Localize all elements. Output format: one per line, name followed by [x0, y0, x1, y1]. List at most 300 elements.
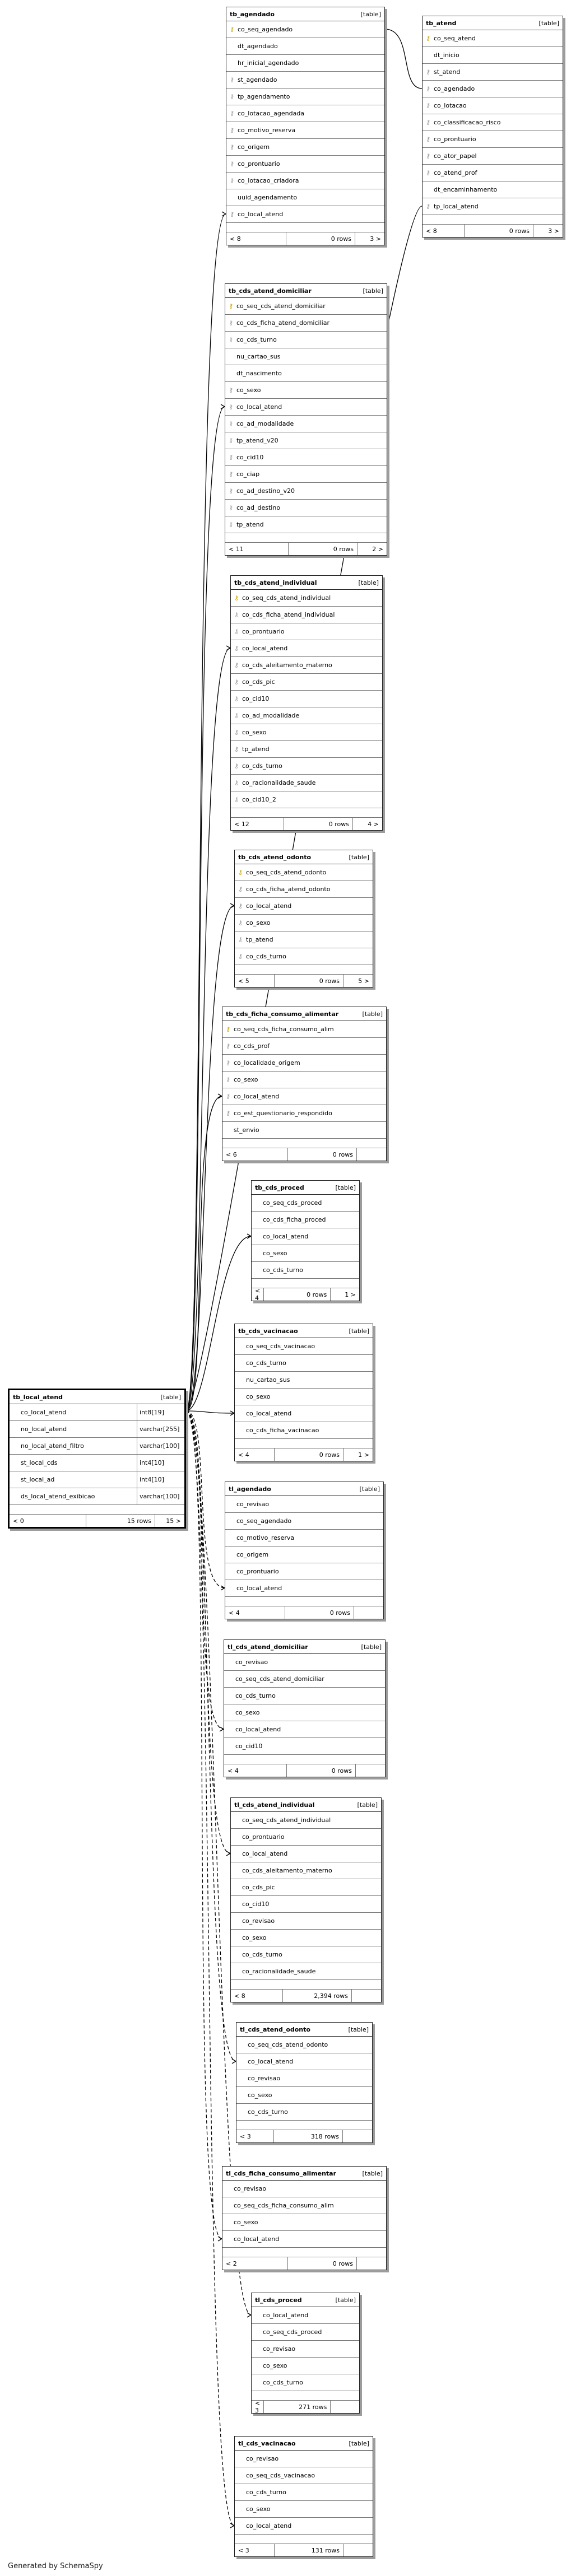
- column-name: co_sexo: [246, 2505, 271, 2513]
- column-row[interactable]: [231, 590, 382, 607]
- table-tb-cds-vacinacao[interactable]: [234, 1324, 373, 1461]
- relationship-arrow: [232, 2059, 236, 2063]
- column-name: co_cds_turno: [242, 762, 282, 770]
- parents-count[interactable]: < 2: [222, 2257, 288, 2270]
- table-spacer: [236, 2121, 372, 2130]
- table-kind-label: [table]: [361, 1643, 382, 1651]
- column-row[interactable]: [222, 1021, 386, 1038]
- column-row[interactable]: [235, 931, 373, 948]
- table-tl-cds-ficha-consumo-alimentar[interactable]: [222, 2166, 387, 2270]
- column-row[interactable]: [423, 97, 563, 114]
- column-row[interactable]: [231, 1930, 381, 1946]
- column-name: co_cds_turno: [235, 1692, 276, 1699]
- children-count[interactable]: [331, 2401, 359, 2413]
- column-row[interactable]: [236, 2053, 372, 2070]
- table-spacer: [224, 1755, 385, 1764]
- column-row[interactable]: [235, 1422, 373, 1439]
- table-name[interactable]: tb_agendado: [230, 10, 275, 18]
- column-name: co_cds_turno: [246, 1359, 286, 1367]
- table-footer: [225, 543, 387, 555]
- table-kind-label: [table]: [335, 2296, 356, 2304]
- column-name: co_racionalidade_saude: [242, 1968, 316, 1975]
- column-name: co_seq_cds_atend_odonto: [246, 869, 327, 876]
- children-count[interactable]: [343, 2130, 372, 2142]
- table-footer: [235, 975, 373, 987]
- column-row[interactable]: [235, 2451, 373, 2467]
- row-count: 2,394 rows: [283, 1990, 352, 2002]
- table-header: [231, 1798, 381, 1812]
- table-name[interactable]: tb_cds_vacinacao: [238, 1327, 298, 1335]
- row-count: 0 rows: [285, 1606, 354, 1619]
- column-name: co_seq_cds_atend_individual: [242, 1816, 331, 1824]
- column-row[interactable]: [222, 1105, 386, 1122]
- table-tl-agendado[interactable]: [225, 1482, 384, 1619]
- column-row[interactable]: [252, 2374, 359, 2391]
- table-name[interactable]: tb_cds_atend_domiciliar: [229, 287, 312, 295]
- column-row[interactable]: [226, 21, 384, 38]
- column-row[interactable]: [10, 1404, 184, 1421]
- column-name: co_motivo_reserva: [238, 127, 296, 134]
- column-row[interactable]: [252, 1195, 359, 1212]
- column-row[interactable]: [231, 724, 382, 741]
- parents-count[interactable]: < 8: [423, 225, 465, 237]
- table-name[interactable]: tb_cds_ficha_consumo_alimentar: [226, 1010, 339, 1018]
- foreign-key-icon: ⚷: [226, 1076, 231, 1083]
- column-row[interactable]: [252, 1212, 359, 1228]
- foreign-key-icon: ⚷: [230, 76, 235, 83]
- children-count[interactable]: 1 >: [345, 1291, 356, 1298]
- column-name: co_cds_turno: [263, 1266, 303, 1274]
- children-count[interactable]: 5 >: [358, 977, 369, 985]
- generated-by-label: Generated by SchemaSpy: [8, 2562, 103, 2570]
- foreign-key-icon: ⚷: [230, 160, 235, 167]
- column-row[interactable]: [225, 449, 387, 466]
- table-name[interactable]: tb_cds_proced: [255, 1184, 304, 1191]
- column-name: dt_agendado: [238, 43, 278, 50]
- column-row[interactable]: [231, 623, 382, 640]
- column-name: dt_encaminhamento: [434, 186, 498, 193]
- column-row[interactable]: [231, 758, 382, 775]
- column-row[interactable]: [224, 1721, 385, 1738]
- column-row[interactable]: [235, 864, 373, 881]
- column-name: co_cds_pic: [242, 678, 275, 686]
- column-row[interactable]: [226, 88, 384, 105]
- parents-count[interactable]: < 4: [252, 1288, 264, 1301]
- table-spacer: [235, 965, 373, 975]
- table-spacer: [235, 1439, 373, 1448]
- column-row[interactable]: [423, 81, 563, 97]
- foreign-key-icon: ⚷: [426, 136, 431, 143]
- foreign-key-icon: ⚷: [234, 611, 239, 618]
- column-row[interactable]: [231, 775, 382, 791]
- column-row[interactable]: [423, 198, 563, 215]
- children-count[interactable]: 2 >: [372, 545, 383, 553]
- column-row[interactable]: [423, 114, 563, 131]
- column-name: co_prontuario: [242, 1833, 285, 1841]
- column-name: tp_atend: [242, 746, 270, 753]
- column-row[interactable]: [222, 1055, 386, 1072]
- column-row[interactable]: [236, 2104, 372, 2121]
- column-row[interactable]: [224, 1738, 385, 1755]
- key-icon: ⚷: [426, 35, 431, 42]
- column-name: st_local_ad: [21, 1476, 55, 1483]
- foreign-key-icon: ⚷: [238, 953, 243, 960]
- column-name: co_revisao: [235, 1659, 268, 1666]
- column-row[interactable]: [10, 1471, 184, 1488]
- column-row[interactable]: [226, 173, 384, 189]
- column-row[interactable]: [225, 483, 387, 500]
- parents-count[interactable]: < 11: [225, 543, 289, 555]
- column-row[interactable]: [225, 466, 387, 483]
- table-header: [235, 850, 373, 864]
- column-name: co_localidade_origem: [234, 1059, 300, 1066]
- column-row[interactable]: [235, 1372, 373, 1389]
- column-type: varchar[100]: [137, 1488, 184, 1504]
- column-row[interactable]: [231, 707, 382, 724]
- column-name: co_ad_modalidade: [236, 420, 294, 427]
- parents-count[interactable]: < 4: [225, 1606, 285, 1619]
- column-row[interactable]: [231, 1879, 381, 1896]
- foreign-key-icon: ⚷: [230, 177, 235, 184]
- column-row[interactable]: [235, 2484, 373, 2501]
- relationship-arrow: [247, 1234, 251, 1238]
- column-row[interactable]: [224, 1704, 385, 1721]
- table-tb-agendado[interactable]: [226, 7, 385, 245]
- parents-count[interactable]: < 4: [235, 1448, 275, 1461]
- column-row[interactable]: [423, 148, 563, 165]
- column-row[interactable]: [222, 1122, 386, 1139]
- column-row[interactable]: [423, 30, 563, 47]
- column-name: co_local_atend: [236, 403, 282, 411]
- column-row[interactable]: [423, 165, 563, 181]
- column-row[interactable]: [236, 2070, 372, 2087]
- table-spacer: [222, 1139, 386, 1148]
- column-row[interactable]: [226, 72, 384, 88]
- column-name: co_prontuario: [236, 1568, 279, 1575]
- foreign-key-icon: ⚷: [234, 678, 239, 686]
- column-row[interactable]: [226, 206, 384, 223]
- column-row[interactable]: [222, 1038, 386, 1055]
- column-row[interactable]: [225, 1496, 383, 1513]
- column-row[interactable]: [231, 1913, 381, 1930]
- column-row[interactable]: [231, 674, 382, 691]
- column-row[interactable]: [231, 640, 382, 657]
- column-row[interactable]: [225, 1546, 383, 1563]
- table-tl-cds-vacinacao[interactable]: [234, 2436, 373, 2557]
- column-row[interactable]: [231, 1946, 381, 1963]
- relationship-line: [186, 1411, 224, 1729]
- relationship-line: [186, 1411, 234, 1413]
- foreign-key-icon: ⚷: [238, 902, 243, 910]
- column-row[interactable]: [231, 1862, 381, 1879]
- column-row[interactable]: [252, 1245, 359, 1262]
- table-tb-cds-ficha-consumo-alimentar[interactable]: [222, 1007, 387, 1161]
- column-name: co_cid10_2: [242, 796, 276, 803]
- column-name: co_seq_cds_atend_domiciliar: [236, 302, 326, 310]
- column-row[interactable]: [252, 2341, 359, 2358]
- column-row[interactable]: [226, 105, 384, 122]
- column-name: co_local_atend: [234, 2235, 280, 2243]
- column-row[interactable]: [10, 1455, 184, 1471]
- column-row[interactable]: [225, 432, 387, 449]
- table-spacer: [226, 223, 384, 232]
- foreign-key-icon: ⚷: [226, 1110, 231, 1117]
- column-type: varchar[255]: [137, 1421, 184, 1437]
- column-row[interactable]: [235, 898, 373, 915]
- table-name[interactable]: tl_cds_proced: [255, 2296, 302, 2304]
- column-row[interactable]: [225, 1563, 383, 1580]
- column-name: co_cds_turno: [246, 953, 286, 960]
- row-count: 0 rows: [286, 232, 355, 245]
- column-name: co_sexo: [236, 386, 261, 394]
- column-row[interactable]: [235, 1389, 373, 1405]
- table-name[interactable]: tl_cds_atend_odonto: [240, 2025, 310, 2033]
- column-name: co_ator_papel: [434, 152, 477, 160]
- parents-count[interactable]: < 4: [224, 1764, 287, 1777]
- column-name: tp_agendamento: [238, 93, 290, 100]
- table-tb-cds-atend-individual[interactable]: [230, 575, 383, 831]
- column-row[interactable]: [225, 416, 387, 432]
- column-row[interactable]: [226, 189, 384, 206]
- column-row[interactable]: [231, 607, 382, 623]
- table-name[interactable]: tb_cds_atend_odonto: [238, 853, 312, 861]
- table-name[interactable]: tl_agendado: [229, 1485, 271, 1493]
- parents-count[interactable]: < 5: [235, 975, 275, 987]
- column-name: co_seq_agendado: [236, 1517, 292, 1525]
- column-row[interactable]: [252, 2324, 359, 2341]
- children-count[interactable]: 4 >: [368, 820, 379, 828]
- column-row[interactable]: [231, 1846, 381, 1862]
- column-row[interactable]: [225, 1513, 383, 1530]
- table-name[interactable]: tb_atend: [426, 19, 457, 27]
- foreign-key-icon: ⚷: [226, 1093, 231, 1100]
- column-type: varchar[100]: [137, 1438, 184, 1454]
- column-row[interactable]: [231, 691, 382, 707]
- column-row[interactable]: [235, 915, 373, 931]
- parents-count[interactable]: < 3: [235, 2544, 275, 2556]
- column-name: co_ad_modalidade: [242, 712, 300, 719]
- column-row[interactable]: [235, 1405, 373, 1422]
- table-header: [235, 2437, 373, 2451]
- column-row[interactable]: [226, 38, 384, 55]
- column-name: co_sexo: [235, 1709, 260, 1716]
- column-row[interactable]: [225, 399, 387, 416]
- column-row[interactable]: [226, 139, 384, 156]
- column-name: co_seq_cds_vacinacao: [246, 1343, 315, 1350]
- parents-count[interactable]: < 8: [231, 1990, 283, 2002]
- table-tb-cds-atend-odonto[interactable]: [234, 850, 373, 987]
- row-count: 0 rows: [287, 1764, 356, 1777]
- column-row[interactable]: [231, 741, 382, 758]
- column-row[interactable]: [231, 1963, 381, 1980]
- children-count[interactable]: 15 >: [166, 1517, 181, 1525]
- table-kind-label: [table]: [363, 287, 383, 295]
- column-row[interactable]: [222, 2197, 386, 2214]
- parents-count[interactable]: < 0: [10, 1515, 86, 1527]
- column-row[interactable]: [231, 791, 382, 808]
- foreign-key-icon: ⚷: [229, 319, 234, 327]
- column-row[interactable]: [252, 2358, 359, 2374]
- column-row[interactable]: [423, 181, 563, 198]
- relationship-line: [385, 29, 422, 88]
- table-kind-label: [table]: [538, 19, 559, 27]
- key-icon: ⚷: [238, 869, 243, 876]
- table-spacer: [225, 533, 387, 543]
- children-count[interactable]: [357, 1148, 386, 1161]
- column-row[interactable]: [224, 1688, 385, 1704]
- column-row[interactable]: [222, 2214, 386, 2231]
- table-name[interactable]: tl_cds_ficha_consumo_alimentar: [226, 2169, 337, 2177]
- foreign-key-icon: ⚷: [426, 119, 431, 126]
- column-row[interactable]: [222, 1072, 386, 1088]
- column-row[interactable]: [10, 1488, 184, 1505]
- column-row[interactable]: [225, 1580, 383, 1597]
- column-name: co_motivo_reserva: [236, 1534, 295, 1541]
- foreign-key-icon: ⚷: [426, 102, 431, 109]
- column-row[interactable]: [252, 2307, 359, 2324]
- column-row[interactable]: [235, 2501, 373, 2518]
- relationship-arrow: [230, 903, 234, 908]
- row-count: 271 rows: [264, 2401, 331, 2413]
- children-count[interactable]: [356, 1764, 385, 1777]
- column-name: co_classificacao_risco: [434, 119, 501, 126]
- column-row[interactable]: [236, 2087, 372, 2104]
- column-row[interactable]: [235, 2518, 373, 2535]
- column-row[interactable]: [235, 2467, 373, 2484]
- foreign-key-icon: ⚷: [238, 936, 243, 943]
- column-row[interactable]: [231, 1896, 381, 1913]
- column-row[interactable]: [252, 1228, 359, 1245]
- table-tl-cds-atend-individual[interactable]: [230, 1797, 382, 2002]
- column-row[interactable]: [235, 1355, 373, 1372]
- column-name: co_local_atend: [235, 1726, 281, 1733]
- column-name: co_local_atend: [242, 645, 288, 652]
- column-row[interactable]: [226, 156, 384, 173]
- table-kind-label: [table]: [358, 579, 379, 586]
- column-name: st_local_cds: [21, 1459, 58, 1466]
- column-name: co_seq_cds_atend_individual: [242, 594, 331, 602]
- column-row[interactable]: [225, 332, 387, 348]
- column-row[interactable]: [235, 1338, 373, 1355]
- column-row[interactable]: [225, 315, 387, 332]
- column-row[interactable]: [222, 2181, 386, 2197]
- table-kind-label: [table]: [349, 853, 369, 861]
- children-count[interactable]: 3 >: [370, 235, 381, 243]
- foreign-key-icon: ⚷: [229, 504, 234, 511]
- column-row[interactable]: [252, 1262, 359, 1279]
- table-tb-cds-atend-domiciliar[interactable]: [225, 283, 387, 556]
- table-spacer: [231, 808, 382, 818]
- parents-count[interactable]: < 6: [222, 1148, 288, 1161]
- column-row[interactable]: [10, 1438, 184, 1455]
- row-count: 0 rows: [275, 975, 343, 987]
- column-row[interactable]: [423, 47, 563, 64]
- foreign-key-icon: ⚷: [234, 762, 239, 770]
- children-count[interactable]: 3 >: [548, 227, 559, 235]
- foreign-key-icon: ⚷: [234, 662, 239, 669]
- relationship-line: [186, 214, 226, 1411]
- children-count[interactable]: [354, 1606, 383, 1619]
- column-row[interactable]: [226, 55, 384, 72]
- column-name: co_lotacao: [434, 102, 467, 109]
- table-name[interactable]: tb_local_atend: [13, 1393, 63, 1401]
- column-row[interactable]: [225, 500, 387, 516]
- column-name: co_cds_aleitamento_materno: [242, 1867, 332, 1874]
- table-tl-cds-proced[interactable]: [251, 2293, 360, 2414]
- children-count[interactable]: 1 >: [358, 1451, 369, 1459]
- table-name[interactable]: tl_cds_atend_domiciliar: [228, 1643, 308, 1651]
- column-name: co_prontuario: [242, 628, 285, 635]
- column-row[interactable]: [225, 365, 387, 382]
- children-count[interactable]: [352, 1990, 381, 2002]
- children-count[interactable]: [357, 2257, 386, 2270]
- column-type: int4[10]: [137, 1455, 184, 1471]
- children-count[interactable]: [343, 2544, 373, 2556]
- relationship-line: [186, 407, 225, 1411]
- column-row[interactable]: [235, 881, 373, 898]
- parents-count[interactable]: < 12: [231, 818, 284, 830]
- table-tl-cds-atend-domiciliar[interactable]: [224, 1639, 386, 1777]
- column-name: co_agendado: [434, 85, 475, 92]
- table-name[interactable]: tl_cds_vacinacao: [238, 2439, 296, 2447]
- column-row[interactable]: [10, 1421, 184, 1438]
- column-row[interactable]: [225, 348, 387, 365]
- key-icon: ⚷: [226, 1026, 231, 1033]
- foreign-key-icon: ⚷: [230, 143, 235, 151]
- column-name: co_ad_destino_v20: [236, 487, 295, 495]
- column-row[interactable]: [225, 516, 387, 533]
- column-row[interactable]: [222, 2231, 386, 2248]
- column-name: co_local_atend: [246, 2522, 292, 2530]
- column-name: co_local_atend: [242, 1850, 288, 1857]
- column-row[interactable]: [423, 64, 563, 81]
- relationship-arrow: [230, 1411, 234, 1415]
- column-row[interactable]: [235, 948, 373, 965]
- column-row[interactable]: [423, 131, 563, 148]
- table-tl-cds-atend-odonto[interactable]: [236, 2022, 373, 2143]
- column-name: dt_inicio: [434, 52, 459, 59]
- parents-count[interactable]: < 3: [236, 2130, 274, 2142]
- column-row[interactable]: [222, 1088, 386, 1105]
- column-row[interactable]: [236, 2037, 372, 2053]
- column-row[interactable]: [231, 1829, 381, 1846]
- parents-count[interactable]: < 3: [252, 2401, 264, 2413]
- column-row[interactable]: [224, 1671, 385, 1688]
- column-name: co_ad_destino: [236, 504, 281, 511]
- column-row[interactable]: [226, 122, 384, 139]
- foreign-key-icon: ⚷: [229, 420, 234, 427]
- table-kind-label: [table]: [362, 2169, 383, 2177]
- column-row[interactable]: [225, 382, 387, 399]
- column-row[interactable]: [231, 1812, 381, 1829]
- foreign-key-icon: ⚷: [229, 386, 234, 394]
- table-name[interactable]: tl_cds_atend_individual: [234, 1801, 315, 1809]
- foreign-key-icon: ⚷: [238, 919, 243, 926]
- relationship-arrow: [220, 1727, 224, 1731]
- table-tb-atend[interactable]: [422, 16, 563, 237]
- table-tb-cds-proced[interactable]: [251, 1180, 360, 1301]
- column-row[interactable]: [231, 657, 382, 674]
- column-row[interactable]: [225, 1530, 383, 1546]
- column-row[interactable]: [224, 1654, 385, 1671]
- table-name[interactable]: tb_cds_atend_individual: [234, 579, 317, 586]
- column-row[interactable]: [225, 298, 387, 315]
- table-tb-local-atend[interactable]: [8, 1389, 186, 1529]
- table-header: [252, 1181, 359, 1195]
- parents-count[interactable]: < 8: [226, 232, 286, 245]
- table-header: [10, 1390, 184, 1404]
- table-spacer: [235, 2535, 373, 2544]
